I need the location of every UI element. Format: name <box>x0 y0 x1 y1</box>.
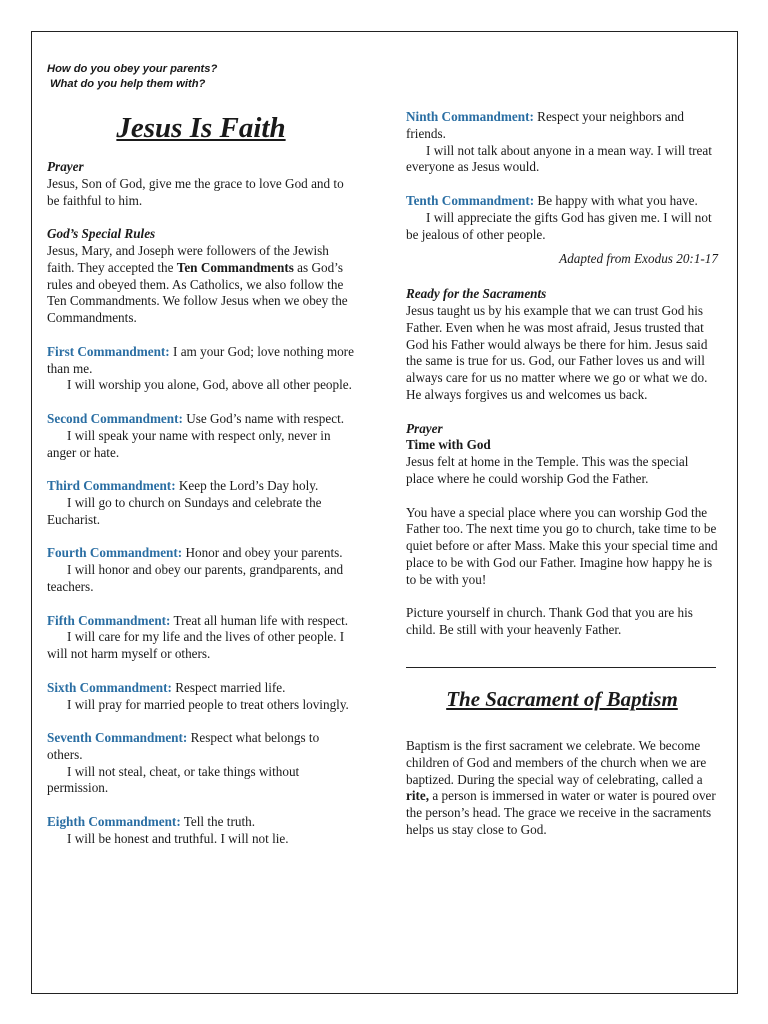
commandment-title: Fifth Commandment: <box>47 612 171 628</box>
commandment-3 <box>47 478 355 528</box>
intro-line-1: How do you obey your parents? <box>47 63 218 75</box>
rules-text-1: Jesus, Mary, and Joseph were followers of the Jewish faith. They accepted the <box>47 242 329 275</box>
sacraments-section <box>406 286 718 404</box>
commandment-rule: Tell the truth. <box>180 814 256 830</box>
commandment-promise: I will honor and obey our parents, grandparents, and teachers. <box>47 562 344 594</box>
sacraments-heading: Ready for the Sacraments <box>406 286 547 302</box>
prayer-heading: Prayer <box>47 159 84 174</box>
baptism-text-1: Baptism is the first sacrament we celebrate. We become children of God and members of the church when we are baptized. During the special way of celebrating, called a <box>406 737 707 787</box>
commandment-promise: I will speak your name with respect only, never in anger or hate. <box>47 427 331 460</box>
commandment-title: Eighth Commandment: <box>47 814 181 830</box>
commandment-promise: I will be honest and truthful. I will not lie. <box>67 830 289 846</box>
attribution: Adapted from Exodus 20:1-17 <box>559 251 718 267</box>
commandment-rule: Respect your neighbors and friends. <box>406 109 685 141</box>
page-title: Jesus Is Faith <box>116 112 286 144</box>
commandment-8 <box>47 814 355 848</box>
commandment-rule: Respect what belongs to others. <box>47 730 320 762</box>
right-column <box>406 109 718 855</box>
commandment-4 <box>47 545 355 595</box>
commandment-rule: I am your God; love nothing more than me. <box>47 343 354 376</box>
commandment-promise: I will appreciate the gifts God has given me. I will not be jealous of other people. <box>406 209 712 242</box>
rules-section <box>47 226 355 327</box>
prayer-paragraph-3: Picture yourself in church. Thank God that you are his child. Be still with your heavenly Father. <box>406 605 693 638</box>
commandment-title: Fourth Commandment: <box>47 545 183 561</box>
prayer-time-section <box>406 421 718 488</box>
commandment-promise: I will go to church on Sundays and celebrate the Eucharist. <box>47 494 322 527</box>
commandment-rule: Use God’s name with respect. <box>182 410 345 426</box>
commandment-title: Third Commandment: <box>47 478 176 494</box>
commandment-title: Second Commandment: <box>47 410 183 426</box>
commandment-promise: I will pray for married people to treat others lovingly. <box>67 696 349 712</box>
commandment-rule: Treat all human life with respect. <box>170 612 349 628</box>
sacraments-text: Jesus taught us by his example that we can trust God his Father. Even when he was most afraid, Jesus trusted that God his Father would always be there for him. Jesus said the same is true for us. God, our Father loves us and will always care for us no matter where we go or what we do. He always forgives us and welcomes us back. <box>406 302 708 402</box>
commandment-promise: I will not steal, cheat, or take things without permission. <box>47 763 300 796</box>
commandment-6 <box>47 680 355 714</box>
commandment-1 <box>47 344 355 394</box>
intro-questions <box>47 62 355 91</box>
commandment-title: Sixth Commandment: <box>47 679 172 695</box>
prayer-heading: Prayer <box>406 420 443 436</box>
commandment-promise: I will worship you alone, God, above all other people. <box>67 377 352 393</box>
baptism-bold-term: rite, <box>406 788 430 804</box>
baptism-title: The Sacrament of Baptism <box>446 686 678 711</box>
rules-text-2: as God’s rules and obeyed them. As Catholics, we also follow the Ten Commandments. We follow Jesus when we obey the Commandments. <box>47 259 348 326</box>
commandment-title: Ninth Commandment: <box>406 109 534 124</box>
commandment-9 <box>406 109 718 176</box>
prayer-subheading: Time with God <box>406 437 491 453</box>
rules-heading: God’s Special Rules <box>47 226 156 242</box>
commandment-title: First Commandment: <box>47 343 170 359</box>
prayer-text: Jesus, Son of God, give me the grace to love God and to be faithful to him. <box>47 175 344 208</box>
section-divider <box>406 667 716 668</box>
baptism-text <box>406 738 718 839</box>
baptism-text-2: a person is immersed in water or water is poured over the person’s head. The grace we receive in the sacraments helps us stay close to God. <box>406 788 716 837</box>
commandment-title: Seventh Commandment: <box>47 730 188 746</box>
commandment-promise: I will not talk about anyone in a mean way. I will treat everyone as Jesus would. <box>406 142 712 175</box>
left-column <box>47 62 355 864</box>
commandment-2 <box>47 411 355 461</box>
commandment-title: Tenth Commandment: <box>406 192 535 208</box>
commandment-promise: I will care for my life and the lives of other people. I will not harm myself or others. <box>47 629 345 662</box>
commandment-rule: Honor and obey your parents. <box>182 545 343 561</box>
commandment-rule: Keep the Lord’s Day holy. <box>175 478 319 494</box>
commandment-rule: Be happy with what you have. <box>534 192 698 208</box>
prayer-section <box>47 159 355 209</box>
prayer-paragraph-1: Jesus felt at home in the Temple. This was the special place where he could worship God the Father. <box>406 454 689 486</box>
intro-line-2: What do you help them with? <box>50 77 206 90</box>
commandment-7 <box>47 730 355 797</box>
commandment-5 <box>47 613 355 663</box>
rules-bold-term: Ten Commandments <box>176 259 294 275</box>
commandment-rule: Respect married life. <box>171 679 286 695</box>
prayer-paragraph-2: You have a special place where you can worship God the Father too. The next time you go to church, take time to be quiet before or after Mass. Make this your special time and place to be with God our Father. Imagine how happy he is to be with you! <box>406 504 718 587</box>
commandment-10 <box>406 193 718 243</box>
